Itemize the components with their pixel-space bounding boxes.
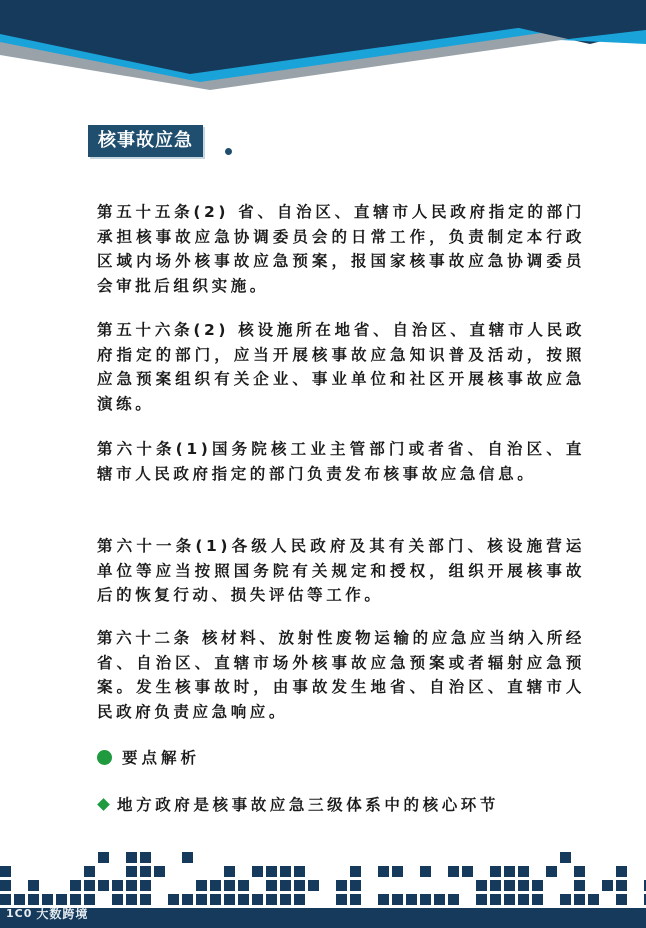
footer-square [532,894,543,905]
article-text: 第六十一条(1)各级人民政府及其有关部门、核设施营运单位等应当按照国务院有关规定和授权，组织开展核事故后的恢复行动、损失评估等工作。 [97,537,585,604]
footer-square [154,866,165,877]
footer-square [378,866,389,877]
article-text: 第六十二条 核材料、放射性废物运输的应急应当纳入所经省、自治区、直辖市场外核事故应急预案或者辐射应急预案。发生核事故时，由事故发生地省、自治区、直辖市人民政府负责应急响应。 [97,629,585,721]
footer-square [294,880,305,891]
footer-square [616,866,627,877]
top-banner [0,0,646,90]
footer-square [266,880,277,891]
footer-square [28,894,39,905]
footer-pixel-pattern [0,848,646,928]
footer-square [42,894,53,905]
footer-square [210,894,221,905]
footer-square [266,866,277,877]
footer-square [280,894,291,905]
footer-square [252,866,263,877]
footer-square [504,880,515,891]
footer-square [392,866,403,877]
footer-square [126,880,137,891]
footer-square [280,866,291,877]
footer-square [14,894,25,905]
footer-square [518,866,529,877]
footer-square [336,894,347,905]
footer-square [224,894,235,905]
footer-square [406,894,417,905]
footer-square [56,894,67,905]
footer-square [196,880,207,891]
footer-square [476,894,487,905]
footer-square [224,880,235,891]
footer-square [294,894,305,905]
footer-square [28,880,39,891]
footer-square [616,880,627,891]
footer-square [532,880,543,891]
footer-square [210,880,221,891]
footer-square [252,894,263,905]
footer-square [238,894,249,905]
footer-square [602,880,613,891]
key-point-item [97,792,499,816]
footer-square [0,880,11,891]
footer-square [560,852,571,863]
footer-square [140,880,151,891]
footer-square [126,852,137,863]
article-text: 第六十条(1)国务院核工业主管部门或者省、自治区、直辖市人民政府指定的部门负责发布核事故应急信息。 [97,440,585,483]
footer-square [182,852,193,863]
diamond-bullet-icon [97,798,110,811]
footer-square [126,894,137,905]
footer-square [490,880,501,891]
footer-square [84,880,95,891]
footer-square [112,880,123,891]
footer-square [392,894,403,905]
footer-square [70,880,81,891]
footer-square [420,866,431,877]
footer-square [224,866,235,877]
footer-square [462,866,473,877]
footer-square [574,894,585,905]
key-points-title: 要点解析 [122,749,201,767]
footer-square [70,894,81,905]
key-points-heading [97,744,200,770]
footer-square [588,894,599,905]
footer-square [112,894,123,905]
footer-square [182,894,193,905]
footer-square [168,894,179,905]
footer-square [490,866,501,877]
footer-square [574,880,585,891]
article-text: 第五十六条(2) 核设施所在地省、自治区、直辖市人民政府指定的部门，应当开展核事故应急知识普及活动，按照应急预案组织有关企业、事业单位和社区开展核事故应急演练。 [97,321,585,413]
footer-square [490,894,501,905]
footer-square [98,880,109,891]
footer-square [140,852,151,863]
article-56 [97,318,585,416]
footer-square [84,894,95,905]
article-61 [97,534,585,608]
watermark-text: 大数跨境 [36,907,89,921]
footer-square [238,880,249,891]
watermark [6,905,88,922]
footer-square [476,880,487,891]
watermark-logo: 1C0 [6,907,33,920]
footer-square [504,866,515,877]
footer-square [504,894,515,905]
section-title: 核事故应急 [88,125,203,157]
footer-square [448,866,459,877]
article-60 [97,437,585,486]
footer-square [518,880,529,891]
footer-square [280,880,291,891]
footer-square [378,894,389,905]
footer-square [140,894,151,905]
footer-square [434,894,445,905]
footer-square [420,894,431,905]
footer-square [266,894,277,905]
footer-square [308,880,319,891]
footer-square [448,894,459,905]
footer-square [140,866,151,877]
footer-square [126,866,137,877]
title-dot-decoration [225,148,232,155]
footer-square [560,894,571,905]
key-point-text: 地方政府是核事故应急三级体系中的核心环节 [117,796,500,814]
green-dot-icon [97,750,112,765]
footer-square [84,866,95,877]
footer-square [196,894,207,905]
article-text: 第五十五条(2) 省、自治区、直辖市人民政府指定的部门承担核事故应急协调委员会的日常工作，负责制定本行政区域内场外核事故应急预案，报国家核事故应急协调委员会审批后组织实施。 [97,203,585,295]
footer-square [350,880,361,891]
footer-square [518,894,529,905]
article-62 [97,626,585,724]
footer-square [616,894,627,905]
footer-square [294,866,305,877]
footer-square [350,866,361,877]
footer-square [0,866,11,877]
footer-square [98,852,109,863]
footer-square [0,894,11,905]
article-55 [97,200,585,298]
footer-square [574,866,585,877]
footer-square [546,866,557,877]
footer-square [336,880,347,891]
footer-square [350,894,361,905]
footer-square [0,908,646,928]
